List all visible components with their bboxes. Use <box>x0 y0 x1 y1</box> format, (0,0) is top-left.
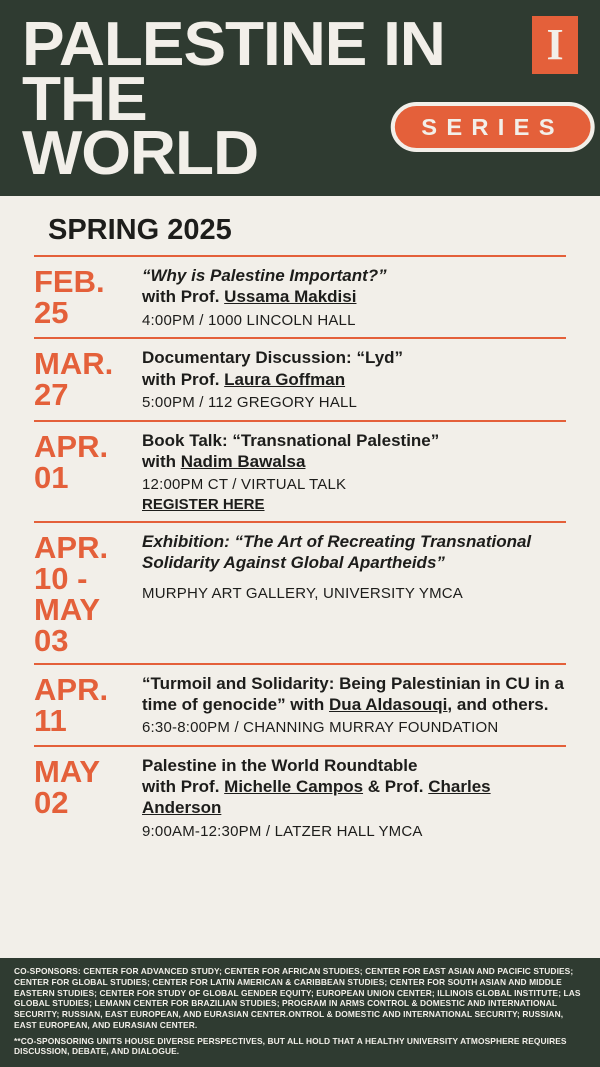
event-with-prefix: with <box>285 694 330 714</box>
event-row <box>34 523 566 663</box>
event-date <box>34 429 130 514</box>
event-row <box>34 339 566 419</box>
event-date-line: 02 <box>34 784 69 820</box>
event-details <box>142 672 566 738</box>
event-details <box>142 264 566 330</box>
event-meta: 9:00AM-12:30PM / LATZER HALL YMCA <box>142 822 423 840</box>
event-row <box>34 665 566 745</box>
event-date-line: 27 <box>34 377 69 413</box>
event-row <box>34 747 566 849</box>
event-details <box>142 754 566 842</box>
event-meta: 4:00PM / 1000 LINCOLN HALL <box>142 311 356 329</box>
event-details <box>142 429 566 514</box>
event-date <box>34 672 130 738</box>
event-title: Book Talk: “Transnational Palestine” <box>142 430 440 450</box>
event-meta: 12:00PM CT / VIRTUAL TALK <box>142 476 347 494</box>
event-date-line: MAY <box>34 592 101 628</box>
event-date <box>34 530 130 659</box>
event-title-group <box>142 674 566 715</box>
event-meta: MURPHY ART GALLERY, UNIVERSITY YMCA <box>142 584 464 602</box>
event-date-line: 01 <box>34 459 69 495</box>
event-with-prefix: with Prof. <box>142 287 225 307</box>
event-date-line: 25 <box>34 295 69 330</box>
event-speaker-join: & <box>363 777 385 797</box>
event-speaker2-prefix: Prof. <box>384 777 429 797</box>
poster-body <box>0 196 600 958</box>
poster-header <box>0 0 600 196</box>
event-with-prefix: with <box>142 452 181 472</box>
event-date-line: APR. <box>34 530 109 566</box>
disclaimer-text: **CO-SPONSORING UNITS HOUSE DIVERSE PERSPECTIVES, BUT ALL HOLD THAT A HEALTHY UNIVERSITY ATMOSPHERE REQUIRES DISCUSSION, DEBATE, AND DIALOGUE. <box>14 1035 567 1057</box>
event-date-line: APR. <box>34 428 109 464</box>
event-title: “Why is Palestine Important?” <box>142 266 387 285</box>
event-title: Palestine in the World Roundtable <box>142 755 418 775</box>
poster-footer <box>0 958 600 1067</box>
event-speaker: Michelle Campos <box>224 777 364 797</box>
illinois-logo-letter: I <box>546 20 564 69</box>
event-speaker-suffix: and others. <box>452 694 549 714</box>
event-date <box>34 754 130 842</box>
event-with-prefix: with Prof. <box>142 369 225 389</box>
event-title: Exhibition: “The Art of Recreating Transnational Solidarity Against Global Apartheids” <box>142 532 532 572</box>
event-meta: 5:00PM / 112 GREGORY HALL <box>142 394 358 412</box>
poster-title-line-1: PALESTINE IN <box>22 10 445 79</box>
event-speaker-line <box>142 776 566 819</box>
event-date-line: FEB. <box>34 264 105 299</box>
event-date-line: 10 - <box>34 561 88 597</box>
event-date-line: MAR. <box>34 346 114 382</box>
event-speaker: Laura Goffman <box>224 369 346 389</box>
event-meta: 6:30-8:00PM / CHANNING MURRAY FOUNDATION <box>142 718 499 736</box>
cosponsors-text: CO-SPONSORS: CENTER FOR ADVANCED STUDY; CENTER FOR AFRICAN STUDIES; CENTER FOR EAST ASIAN AND PACIFIC STUDIES; CENTER FOR GLOBAL STUDIES; CENTER FOR LATIN AMERICAN & CARIBBEAN STUDIES; CENTER FOR SOUTH ASIAN AND MIDDLE EASTERN STUDIES; CENTER FOR STUDY OF GLOBAL GENDER EQUITY; EUROPEAN UNION CENTER; ILLINOIS GLOBAL INSTITUTE; LAS GLOBAL STUDIES; LEMANN CENTER FOR BRAZILIAN STUDIES; PROGRAM IN ARMS CONTROL & DOMESTIC AND INTERNATIONAL SECURITY; RUSSIAN, EAST EUROPEAN, AND EURASIAN CENTER.ONTROL & DOMESTIC AND INTERNATIONAL SECURITY; RUSSIAN, EAST EUROPEAN, AND EURASIAN CENTER. <box>14 966 581 1030</box>
event-details <box>142 530 566 656</box>
illinois-logo-icon <box>532 16 578 74</box>
event-speaker: Ussama Makdisi <box>224 287 357 307</box>
event-speaker: Dua Aldasouqi, <box>329 694 453 714</box>
event-title: Documentary Discussion: “Lyd” <box>142 348 404 368</box>
event-speaker-line <box>142 286 566 307</box>
event-date <box>34 346 130 412</box>
event-date <box>34 264 130 330</box>
event-details <box>142 346 566 412</box>
event-date-line: 11 <box>34 703 67 739</box>
series-badge <box>390 102 594 152</box>
event-title: “Turmoil and Solidarity: Being Palestinian in CU in a time of genocide” <box>142 674 564 714</box>
event-speaker-2: Charles Anderson <box>142 777 491 818</box>
event-row <box>34 257 566 337</box>
title-block <box>22 10 578 189</box>
event-date-line: MAY <box>34 753 101 789</box>
event-with-prefix: with Prof. <box>142 777 225 797</box>
event-date-line: 03 <box>34 623 69 659</box>
event-row <box>34 422 566 521</box>
poster-title-line-2: THE WORLD <box>22 64 259 189</box>
register-link[interactable]: REGISTER HERE <box>142 496 265 514</box>
event-speaker-line <box>142 369 566 390</box>
event-speaker: Nadim Bawalsa <box>180 452 306 472</box>
poster-title-line-2-row <box>22 64 595 189</box>
season-title: SPRING 2025 <box>48 214 232 246</box>
event-date-line: APR. <box>34 672 109 708</box>
event-speaker-line <box>142 451 566 472</box>
series-badge-label: SERIES <box>421 113 564 140</box>
